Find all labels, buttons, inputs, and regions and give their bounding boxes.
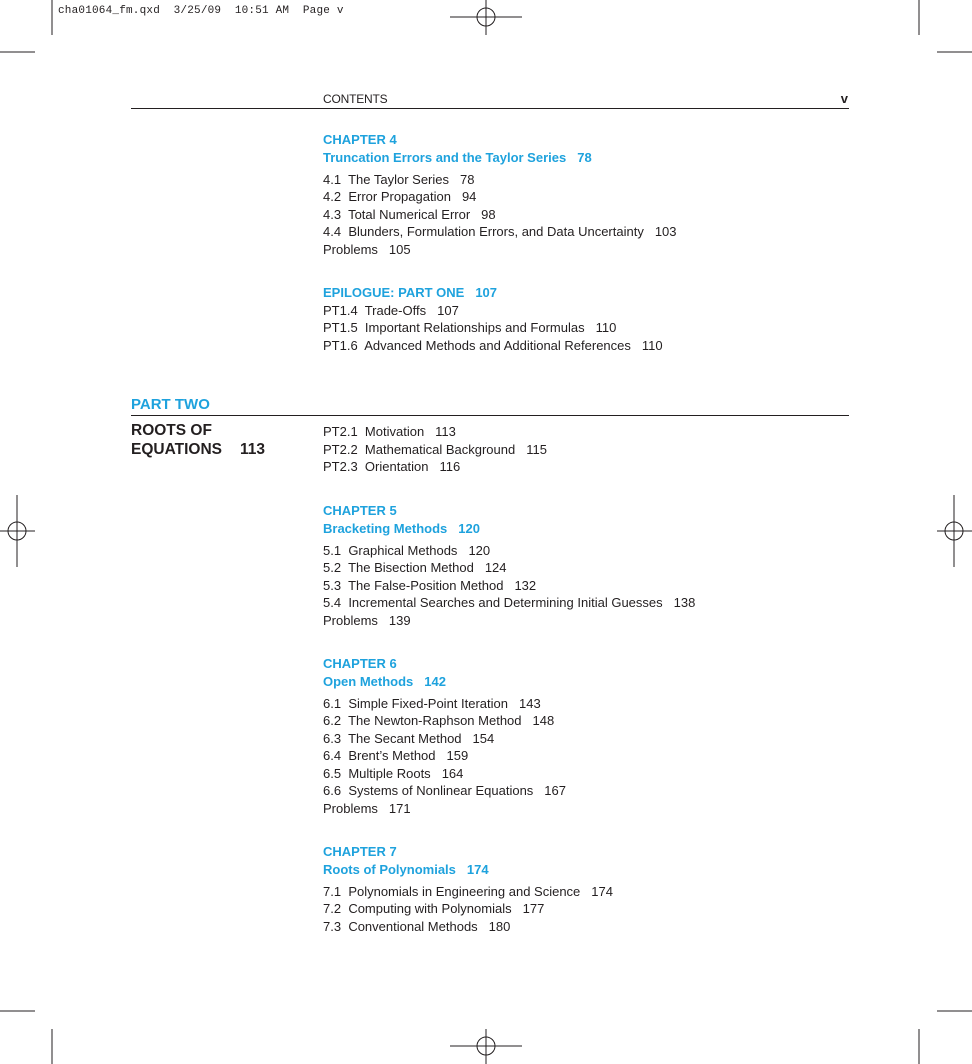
toc-entry[interactable]: PT1.5 Important Relationships and Formulas 110	[323, 320, 617, 335]
part-title[interactable]: ROOTS OF EQUATIONS 113	[131, 422, 266, 458]
registration-mark-left	[0, 495, 35, 567]
toc-entry[interactable]: PT1.6 Advanced Methods and Additional References 110	[323, 337, 663, 353]
chapter-4-section	[323, 131, 677, 258]
chapter-number: CHAPTER 5	[323, 503, 397, 518]
chapter-title[interactable]: Open Methods 142	[323, 673, 446, 689]
toc-entry-problems[interactable]: Problems 171	[323, 800, 411, 816]
chapter-7-section	[323, 843, 613, 935]
part-label: PART TWO	[131, 396, 210, 413]
chapter-title[interactable]: Bracketing Methods 120	[323, 520, 480, 536]
toc-entry[interactable]: 4.1 The Taylor Series 78	[323, 171, 475, 187]
chapter-5-section	[323, 502, 695, 629]
registration-mark-bottom	[450, 1029, 522, 1064]
toc-entry[interactable]: PT2.2 Mathematical Background 115	[323, 441, 547, 457]
page-number: v	[840, 91, 848, 106]
toc-entry[interactable]: 5.1 Graphical Methods 120	[323, 542, 491, 558]
toc-entry[interactable]: 5.3 The False-Position Method 132	[323, 577, 537, 593]
toc-entry[interactable]: 7.3 Conventional Methods 180	[323, 918, 511, 934]
chapter-number: CHAPTER 4	[323, 132, 397, 147]
epilogue-section	[323, 284, 663, 354]
toc-entry-problems[interactable]: Problems 105	[323, 241, 411, 257]
running-head-label: CONTENTS	[323, 92, 388, 106]
toc-entry[interactable]: 7.2 Computing with Polynomials 177	[323, 901, 545, 916]
toc-entry[interactable]: 4.3 Total Numerical Error 98	[323, 206, 496, 222]
toc-entry[interactable]: 6.5 Multiple Roots 164	[323, 765, 464, 781]
toc-entry[interactable]: 4.2 Error Propagation 94	[323, 189, 477, 204]
toc-entry[interactable]: 6.1 Simple Fixed-Point Iteration 143	[323, 695, 541, 711]
toc-entry[interactable]: PT1.4 Trade-Offs 107	[323, 302, 459, 318]
toc-entry[interactable]: 6.3 The Secant Method 154	[323, 730, 495, 746]
toc-entry[interactable]: 6.4 Brent’s Method 159	[323, 748, 469, 763]
chapter-title[interactable]: Truncation Errors and the Taylor Series 78	[323, 149, 592, 165]
printer-slug: cha01064_fm.qxd 3/25/09 10:51 AM Page v	[58, 5, 344, 17]
toc-entry[interactable]: 6.6 Systems of Nonlinear Equations 167	[323, 783, 566, 798]
chapter-title[interactable]: Roots of Polynomials 174	[323, 861, 489, 877]
epilogue-title[interactable]: EPILOGUE: PART ONE 107	[323, 285, 498, 300]
toc-entry[interactable]: 4.4 Blunders, Formulation Errors, and Data Uncertainty 103	[323, 224, 677, 239]
toc-entry[interactable]: 5.4 Incremental Searches and Determining Initial Guesses 138	[323, 595, 696, 610]
toc-entry-problems[interactable]: Problems 139	[323, 612, 411, 628]
toc-entry[interactable]: 7.1 Polynomials in Engineering and Science 174	[323, 883, 613, 899]
chapter-number: CHAPTER 6	[323, 656, 397, 671]
registration-mark-right	[937, 495, 972, 567]
toc-entry[interactable]: PT2.3 Orientation 116	[323, 459, 461, 474]
toc-entry[interactable]: 6.2 The Newton-Raphson Method 148	[323, 713, 555, 728]
part-heading	[131, 396, 849, 416]
chapter-number: CHAPTER 7	[323, 844, 397, 859]
toc-entry[interactable]: 5.2 The Bisection Method 124	[323, 560, 507, 575]
running-head	[131, 90, 849, 109]
chapter-6-section	[323, 655, 566, 817]
part-two-entries	[323, 423, 547, 476]
toc-entry[interactable]: PT2.1 Motivation 113	[323, 424, 456, 439]
registration-mark-top	[450, 0, 522, 35]
